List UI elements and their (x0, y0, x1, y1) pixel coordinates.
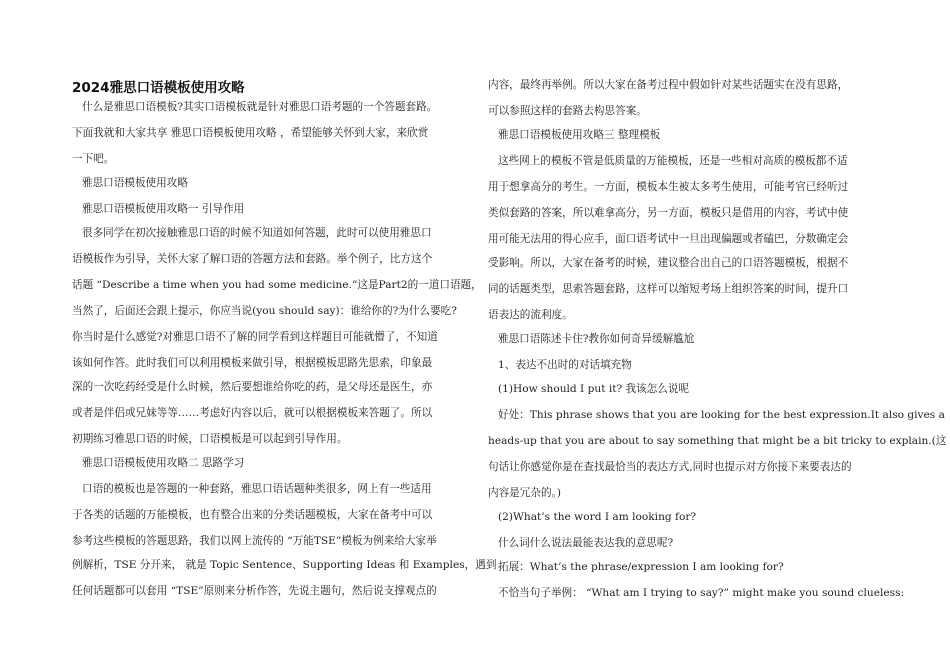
text-line: 雅思口语模板使用攻略 (82, 177, 188, 189)
text-line: 深的一次吃药经受是什么时候，然后要想谁给你吃的药，是父母还是医生，亦 (72, 381, 433, 393)
document-title: 2024雅思口语模板使用攻略 (72, 80, 245, 96)
text-line: 同的话题类型，思索答题套路，这样可以缩短考场上组织答案的时间，提升口 (488, 283, 849, 295)
text-line: 用于想拿高分的考生。一方面，模板本生被太多考生使用，可能考官已经听过 (488, 181, 849, 193)
text-line: 受影响。所以，大家在备考的时候，建议整合出自己的口语答题模板，根据不 (488, 257, 849, 269)
text-line: 话题 “Describe a time when you had some medicine.”这是Part2的一道口语题， (72, 279, 482, 291)
text-line: 不恰当句子举例： “What am I trying to say?” might make you sound clueless: (498, 587, 905, 599)
text-line: 任何话题都可以套用 “TSE”原则来分析作答，先说主题句，然后说支撑观点的 (72, 585, 437, 597)
text-line: 内容，最终再举例。所以大家在备考过程中假如针对某些话题实在没有思路， (488, 79, 849, 91)
text-line: 语模板作为引导，关怀大家了解口语的答题方法和套路。举个例子，比方这个 (72, 253, 433, 265)
text-line: 什么是雅思口语模板?其实口语模板就是针对雅思口语考题的一个答题套路。 (82, 101, 438, 113)
text-line: 什么词什么说法最能表达我的意思呢? (498, 537, 674, 549)
text-line: 你当时是什么感觉?对雅思口语不了解的同学看到这样题目可能就懵了，不知道 (72, 331, 438, 343)
text-line: 初期练习雅思口语的时候，口语模板是可以起到引导作用。 (72, 433, 348, 445)
text-line: 雅思口语模板使用攻略二 思路学习 (82, 457, 245, 469)
text-line: 用可能无法用的得心应手，面口语考试中一旦出现偏题或者磕巴，分数确定会 (488, 233, 849, 245)
text-line: 该如何作答。此时我们可以利用模板来做引导，根据模板思路先思索，印象最 (72, 357, 433, 369)
text-line: 内容是冗杂的。) (488, 487, 561, 499)
text-line: 口语的模板也是答题的一种套路，雅思口语话题种类很多，网上有一些适用 (82, 483, 432, 495)
text-line: heads-up that you are about to say something that might be a bit tricky to explain.(这 (488, 435, 947, 447)
text-line: 参考这些模板的答题思路，我们以网上流传的 “万能TSE”模板为例来给大家举 (72, 535, 437, 547)
text-line: 很多同学在初次接触雅思口语的时候不知道如何答题，此时可以使用雅思口 (82, 227, 432, 239)
text-line: 或者是伴侣或兄妹等等……考虑好内容以后，就可以根据模板来答题了。所以 (72, 407, 433, 419)
text-line: 下面我就和大家共享 雅思口语模板使用攻略 ，希望能够关怀到大家，来欣赏 (72, 127, 429, 139)
text-line: 雅思口语模板使用攻略三 整理模板 (498, 129, 661, 141)
text-line: 这些网上的模板不管是低质量的万能模板，还是一些相对高质的模板都不适 (498, 155, 848, 167)
text-line: 于各类的话题的万能模板，也有整合出来的分类话题模板，大家在备考中可以 (72, 509, 433, 521)
text-line: 例解析，TSE 分开来， 就是 Topic Sentence、Supporting Ideas 和 Examples，遇到 (72, 559, 497, 571)
text-line: 可以参照这样的套路去构思答案。 (488, 105, 647, 117)
text-line: 雅思口语陈述卡住?教你如何奇异缓解尴尬 (498, 333, 695, 345)
text-line: 1、表达不出时的对话填充物 (498, 359, 632, 371)
text-line: 一下吧。 (72, 153, 115, 165)
text-line: 当然了，后面还会跟上提示，你应当说(you should say)：谁给你的?为什么要吃? (72, 305, 457, 317)
text-line: (1)How should I put it? 我该怎么说呢 (498, 383, 690, 395)
text-line: 类似套路的答案，所以难拿高分，另一方面，模板只是借用的内容，考试中使 (488, 207, 849, 219)
text-line: 拓展：What’s the phrase/expression I am looking for? (498, 561, 784, 573)
text-line: 语表达的流利度。 (488, 309, 573, 321)
text-line: 雅思口语模板使用攻略一 引导作用 (82, 203, 245, 215)
text-line: (2)What’s the word I am looking for? (498, 511, 697, 523)
text-line: 好处：This phrase shows that you are looking for the best expression.It also gives a (498, 409, 945, 421)
text-line: 句话让你感觉你是在查找最恰当的表达方式,同时也提示对方你接下来要表达的 (488, 461, 852, 473)
